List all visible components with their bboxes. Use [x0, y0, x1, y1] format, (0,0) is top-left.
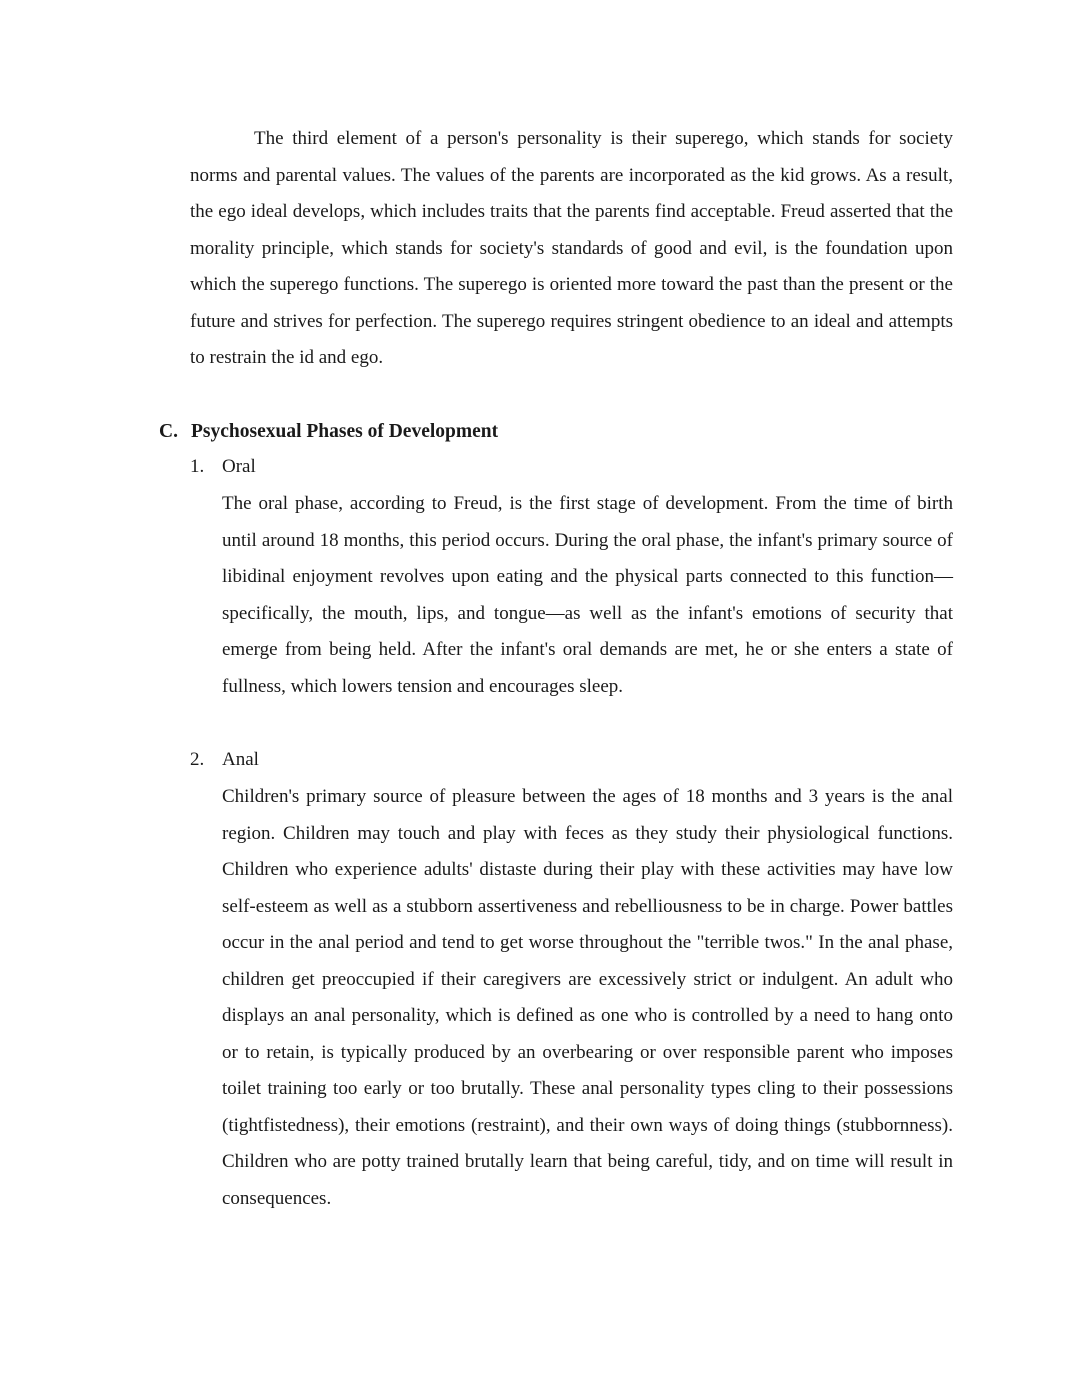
intro-paragraph-text: The third element of a person's personality is their superego, which stands for society norms and parental values. The values of the parents are incorporated as the kid grows. As a result, the ego ideal develops, which includes traits that the parents find acceptable. Freud asserted that the morality principle, which stands for society's standards of good and evil, is the foundation upon which the superego functions. The superego is oriented more toward the past than the present or the future and strives for perfection. The superego requires stringent obedience to an ideal and attempts to restrain the id and ego.	[190, 128, 953, 368]
list-item-title-oral	[190, 449, 256, 485]
section-title: Psychosexual Phases of Development	[191, 421, 499, 442]
list-item-number: 2.	[190, 749, 205, 770]
intro-paragraph	[190, 121, 953, 377]
list-item-title-text: Anal	[222, 749, 259, 770]
section-letter: C.	[159, 421, 178, 442]
section-heading	[159, 414, 498, 450]
list-item-title-anal	[190, 742, 259, 778]
oral-phase-paragraph: The oral phase, according to Freud, is the first stage of development. From the time of birth until around 18 months, this period occurs. During the oral phase, the infant's primary source of libidinal enjoyment revolves upon eating and the physical parts connected to this function—specifically, the mouth, lips, and tongue—as well as the infant's emotions of security that emerge from being held. After the infant's oral demands are met, he or she enters a state of fullness, which lowers tension and encourages sleep.	[222, 493, 953, 697]
list-item-title-text: Oral	[222, 456, 256, 477]
list-item-number: 1.	[190, 456, 205, 477]
anal-phase-paragraph: Children's primary source of pleasure between the ages of 18 months and 3 years is the anal region. Children may touch and play with feces as they study their physiological functions. Children who experience adults' distaste during their play with these activities may have low self-esteem as well as a stubborn assertiveness and rebelliousness to be in charge. Power battles occur in the anal period and tend to get worse throughout the "terrible twos." In the anal phase, children get preoccupied if their caregivers are excessively strict or indulgent. An adult who displays an anal personality, which is defined as one who is controlled by a need to hang onto or to retain, is typically produced by an overbearing or over responsible parent who imposes toilet training too early or too brutally. These anal personality types cling to their possessions (tightfistedness), their emotions (restraint), and their own ways of doing things (stubbornness). Children who are potty trained brutally learn that being careful, tidy, and on time will result in consequences.	[222, 786, 953, 1209]
